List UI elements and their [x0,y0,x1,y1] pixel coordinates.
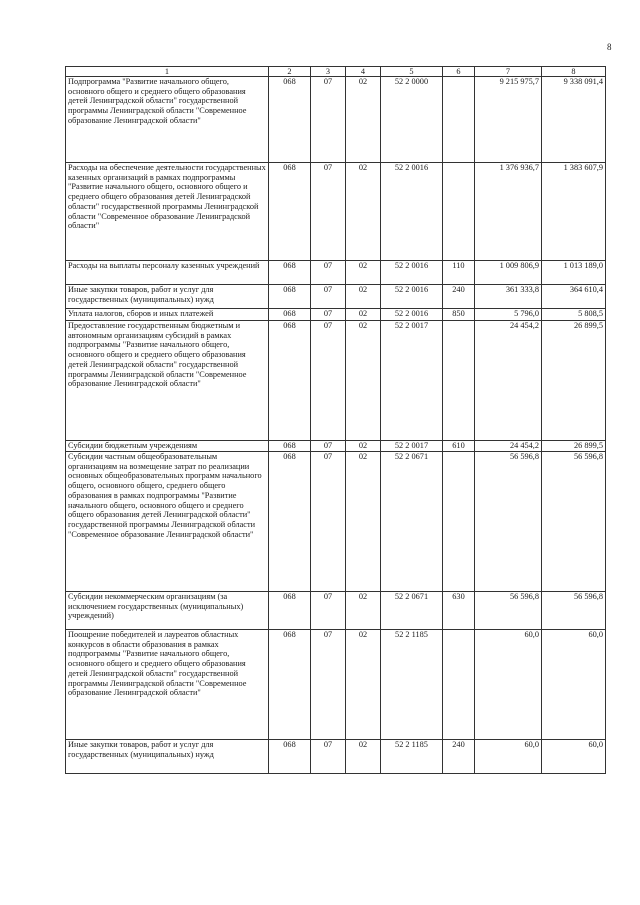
target-article-code: 52 2 0671 [381,592,443,630]
expense-type-code [443,321,475,441]
subsection-code: 02 [346,285,381,309]
expense-type-code: 610 [443,441,475,452]
amount-col8: 26 899,5 [542,321,606,441]
subsection-code: 02 [346,452,381,592]
ministry-code: 068 [269,441,311,452]
header-cell: 2 [269,67,311,77]
subsection-code: 02 [346,321,381,441]
section-code: 07 [311,285,346,309]
expense-type-code [443,77,475,163]
expense-type-code: 850 [443,309,475,321]
section-code: 07 [311,452,346,592]
expense-type-code: 630 [443,592,475,630]
table-row [66,77,606,163]
subsection-code: 02 [346,77,381,163]
subsection-code: 02 [346,309,381,321]
amount-col7: 56 596,8 [475,592,542,630]
section-code: 07 [311,261,346,285]
subsection-code: 02 [346,441,381,452]
table-row [66,321,606,441]
target-article-code: 52 2 0016 [381,163,443,261]
ministry-code: 068 [269,740,311,774]
page-number: 8 [607,42,612,52]
header-cell: 6 [443,67,475,77]
table-row [66,592,606,630]
amount-col7: 361 333,8 [475,285,542,309]
subsection-code: 02 [346,630,381,740]
expense-type-code: 110 [443,261,475,285]
ministry-code: 068 [269,309,311,321]
target-article-code: 52 2 0016 [381,285,443,309]
target-article-code: 52 2 0671 [381,452,443,592]
row-description: Уплата налогов, сборов и иных платежей [66,309,269,321]
amount-col8: 56 596,8 [542,592,606,630]
header-cell: 5 [381,67,443,77]
row-description: Иные закупки товаров, работ и услуг для государственных (муниципальных) нужд [66,740,269,774]
table-row [66,740,606,774]
expense-type-code [443,630,475,740]
header-row [66,67,606,77]
section-code: 07 [311,630,346,740]
amount-col8: 5 808,5 [542,309,606,321]
table-row [66,163,606,261]
subsection-code: 02 [346,261,381,285]
amount-col8: 364 610,4 [542,285,606,309]
header-cell: 7 [475,67,542,77]
header-cell: 1 [66,67,269,77]
amount-col7: 5 796,0 [475,309,542,321]
ministry-code: 068 [269,630,311,740]
target-article-code: 52 2 0016 [381,309,443,321]
subsection-code: 02 [346,740,381,774]
header-cell: 3 [311,67,346,77]
target-article-code: 52 2 1185 [381,740,443,774]
row-description: Поощрение победителей и лауреатов областных конкурсов в области образования в рамках подпрограммы "Развитие начального общего, основного общего и среднего общего образования детей Ленинградской области" государственной программы Ленинградской области "Современное образование Ленинградской области" [66,630,269,740]
amount-col8: 60,0 [542,630,606,740]
target-article-code: 52 2 0000 [381,77,443,163]
section-code: 07 [311,77,346,163]
ministry-code: 068 [269,77,311,163]
table-row [66,261,606,285]
amount-col7: 1 009 806,9 [475,261,542,285]
amount-col7: 9 215 975,7 [475,77,542,163]
expense-type-code [443,452,475,592]
row-description: Расходы на выплаты персоналу казенных учреждений [66,261,269,285]
table-row [66,630,606,740]
ministry-code: 068 [269,163,311,261]
section-code: 07 [311,321,346,441]
amount-col7: 24 454,2 [475,321,542,441]
ministry-code: 068 [269,452,311,592]
ministry-code: 068 [269,261,311,285]
amount-col7: 1 376 936,7 [475,163,542,261]
amount-col8: 1 013 189,0 [542,261,606,285]
header-cell: 4 [346,67,381,77]
ministry-code: 068 [269,592,311,630]
amount-col7: 56 596,8 [475,452,542,592]
target-article-code: 52 2 0017 [381,441,443,452]
expense-type-code: 240 [443,740,475,774]
target-article-code: 52 2 0016 [381,261,443,285]
expense-type-code [443,163,475,261]
target-article-code: 52 2 0017 [381,321,443,441]
target-article-code: 52 2 1185 [381,630,443,740]
amount-col7: 60,0 [475,630,542,740]
row-description: Иные закупки товаров, работ и услуг для государственных (муниципальных) нужд [66,285,269,309]
section-code: 07 [311,309,346,321]
row-description: Расходы на обеспечение деятельности государственных казенных организаций в рамках подпрограммы "Развитие начального общего, основного общего и среднего общего образования детей Ленинградской области" государственной программы Ленинградской области "Современное образование Ленинградской области" [66,163,269,261]
section-code: 07 [311,740,346,774]
ministry-code: 068 [269,321,311,441]
amount-col8: 9 338 091,4 [542,77,606,163]
table-row [66,452,606,592]
amount-col7: 60,0 [475,740,542,774]
table-row [66,441,606,452]
row-description: Субсидии бюджетным учреждениям [66,441,269,452]
amount-col8: 56 596,8 [542,452,606,592]
row-description: Субсидии некоммерческим организациям (за исключением государственных (муниципальных) учреждений) [66,592,269,630]
section-code: 07 [311,163,346,261]
subsection-code: 02 [346,592,381,630]
row-description: Предоставление государственным бюджетным и автономным организациям субсидий в рамках подпрограммы "Развитие начального общего, основного общего и среднего общего образования детей Ленинградской области" государственной программы Ленинградской области "Современное образование Ленинградской области" [66,321,269,441]
section-code: 07 [311,592,346,630]
table-row [66,309,606,321]
amount-col8: 1 383 607,9 [542,163,606,261]
ministry-code: 068 [269,285,311,309]
row-description: Подпрограмма "Развитие начального общего, основного общего и среднего общего образования детей Ленинградской области" государственной программы Ленинградской области "Современное образование Ленинградской области" [66,77,269,163]
row-description: Субсидии частным общеобразовательным организациям на возмещение затрат по реализации основных общеобразовательных программ начального общего, основного общего, среднего общего образования в рамках подпрограммы "Развитие начального общего, основного общего и среднего общего образования детей Ленинградской области" государственной программы Ленинградской области "Современное образование Ленинградской области" [66,452,269,592]
budget-table [65,66,606,774]
amount-col8: 60,0 [542,740,606,774]
amount-col8: 26 899,5 [542,441,606,452]
section-code: 07 [311,441,346,452]
header-cell: 8 [542,67,606,77]
amount-col7: 24 454,2 [475,441,542,452]
subsection-code: 02 [346,163,381,261]
table-row [66,285,606,309]
expense-type-code: 240 [443,285,475,309]
